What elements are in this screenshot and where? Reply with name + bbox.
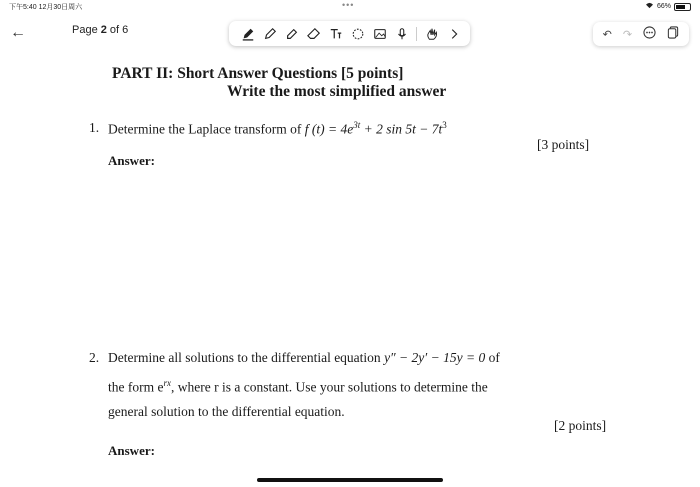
status-time: 下午5:40 12月30日周六 [9, 4, 83, 11]
lasso-tool-icon[interactable] [349, 25, 366, 42]
redo-icon[interactable]: ↷ [622, 28, 633, 41]
status-right [645, 2, 691, 11]
question-2-text: Determine all solutions to the differential equation y″ − 2y′ − 15y = 0 of the form $e^{rx}$, where r is a constant. Use your solutions to determine the general solution to the differential equation. [108, 350, 500, 419]
annotation-toolbar [229, 21, 470, 46]
question-2-answer-label: Answer: [108, 443, 155, 458]
status-bar [0, 0, 700, 14]
pencil-tool-icon[interactable] [261, 25, 278, 42]
toolbar-divider [416, 27, 417, 41]
eraser-tool-icon[interactable] [305, 25, 322, 42]
more-icon[interactable] [643, 26, 656, 42]
highlighter-tool-icon[interactable] [283, 25, 300, 42]
wifi-icon [645, 2, 654, 11]
question-1-text: Determine the Laplace transform of f $(t) = 4e^{3t} + 2$ $\sin 5t - 7t^3$ [108, 120, 447, 137]
history-toolbar [593, 22, 689, 46]
section-title: PART II: Short Answer Questions [5 points] [112, 65, 404, 82]
undo-icon[interactable]: ↶ [602, 28, 612, 41]
back-arrow-icon[interactable]: ← [10, 24, 26, 41]
battery-icon [674, 3, 691, 11]
question-1-points: [3 points] [537, 137, 590, 152]
palm-rejection-icon[interactable] [423, 25, 440, 42]
chevron-right-icon[interactable] [445, 25, 462, 42]
question-2-points: [2 points] [554, 418, 607, 433]
question-1-number: 1. [89, 120, 100, 135]
multitask-dots-icon[interactable]: ••• [342, 0, 355, 10]
question-2-number: 2. [89, 350, 100, 365]
microphone-icon[interactable] [393, 25, 410, 42]
question-1-answer-label: Answer: [108, 153, 155, 168]
image-tool-icon[interactable] [371, 25, 388, 42]
pages-icon[interactable] [667, 26, 679, 42]
pen-tool-icon[interactable] [239, 25, 256, 42]
text-tool-icon[interactable] [327, 25, 344, 42]
home-indicator[interactable] [257, 478, 443, 482]
page-indicator: Page 2 of 6 [72, 24, 129, 36]
battery-percent: 66% [656, 3, 671, 10]
section-subtitle: Write the most simplified answer [227, 83, 447, 100]
